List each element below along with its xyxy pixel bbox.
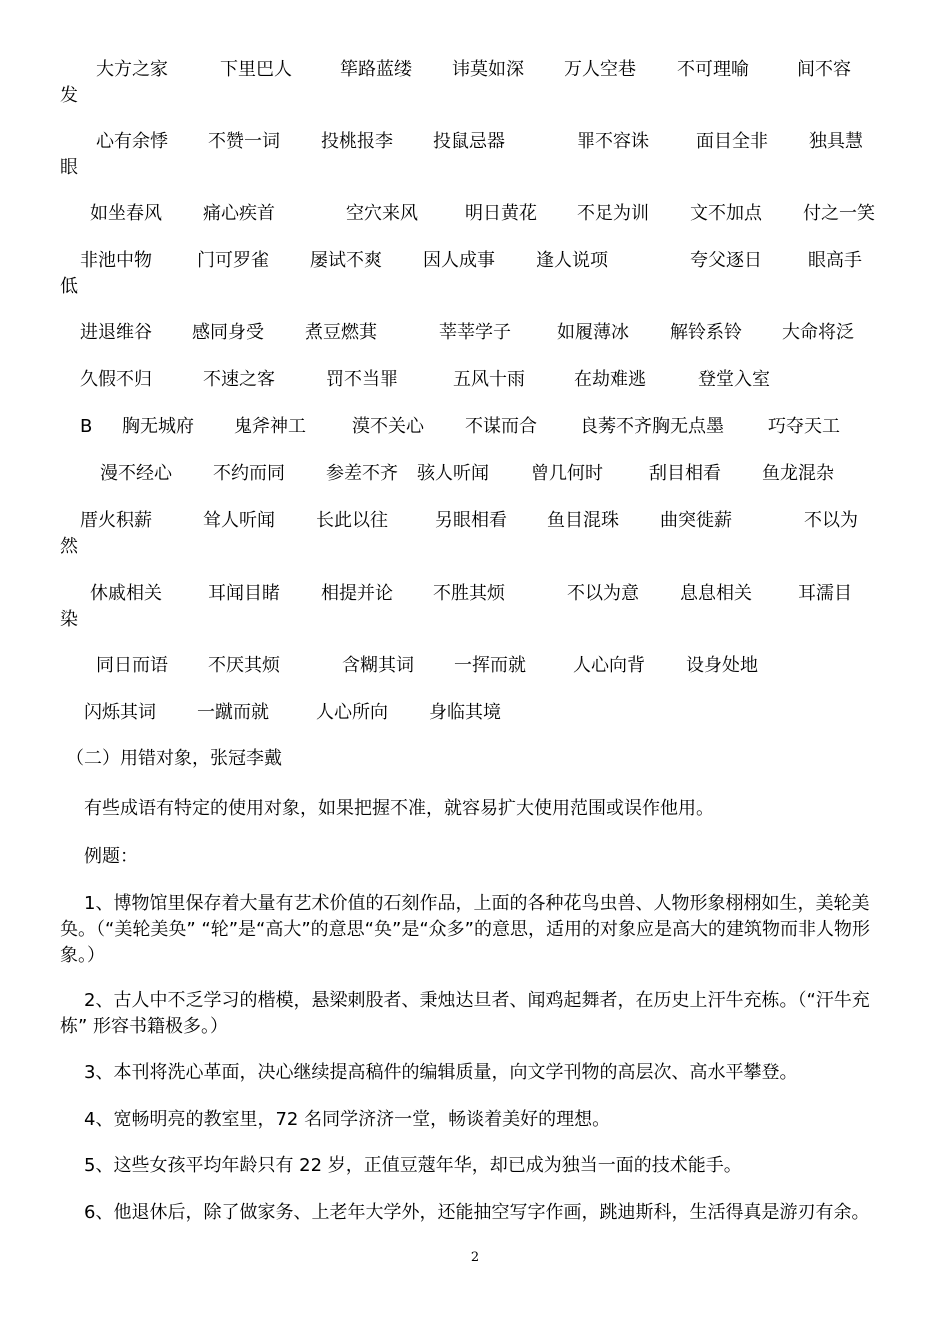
intro-paragraph: 有些成语有特定的使用对象，如果把握不准，就容易扩大使用范围或误作他用。 <box>84 798 714 819</box>
example-item: 5、这些女孩平均年龄只有 22 岁，正值豆蔻年华，却已成为独当一面的技术能手。 <box>84 1155 742 1176</box>
idiom: 万人空巷 <box>564 59 636 80</box>
idiom: 长此以往 <box>316 510 388 531</box>
idiom: 莘莘学子 <box>439 322 511 343</box>
idiom: 不速之客 <box>203 369 275 390</box>
idiom: 漫不经心 <box>100 463 172 484</box>
idiom-wrap-tail: 低 <box>60 276 78 297</box>
idiom: 投鼠忌器 <box>433 131 505 152</box>
idiom: 讳莫如深 <box>452 59 524 80</box>
idiom: 罚不当罪 <box>326 369 398 390</box>
group-label-b: B <box>80 416 93 437</box>
idiom: 空穴来风 <box>346 203 418 224</box>
idiom: 面目全非 <box>696 131 768 152</box>
idiom: 身临其境 <box>429 702 501 723</box>
idiom: 同日而语 <box>96 655 168 676</box>
idiom: 含糊其词 <box>342 655 414 676</box>
idiom: 登堂入室 <box>698 369 770 390</box>
idiom: 曲突徙薪 <box>660 510 732 531</box>
example-label: 例题： <box>84 846 138 867</box>
idiom: 投桃报李 <box>321 131 393 152</box>
idiom: 罪不容诛 <box>577 131 649 152</box>
idiom: 夸父逐日 <box>690 250 762 271</box>
idiom: 煮豆燃萁 <box>305 322 377 343</box>
idiom-wrap-tail: 发 <box>60 85 78 106</box>
example-item: 3、本刊将洗心革面，决心继续提高稿件的编辑质量，向文学刊物的高层次、高水平攀登。 <box>84 1062 798 1083</box>
idiom: 付之一笑 <box>803 203 875 224</box>
idiom: 在劫难逃 <box>574 369 646 390</box>
idiom: 久假不归 <box>80 369 152 390</box>
idiom: 不胜其烦 <box>433 583 505 604</box>
idiom: 如履薄冰 <box>557 322 629 343</box>
idiom: 心有余悸 <box>96 131 168 152</box>
idiom: 曾几何时 <box>531 463 603 484</box>
idiom: 参差不齐 <box>326 463 398 484</box>
idiom: 骇人听闻 <box>417 463 489 484</box>
idiom: 解铃系铃 <box>670 322 742 343</box>
idiom: 鱼龙混杂 <box>762 463 834 484</box>
idiom: 不以为意 <box>567 583 639 604</box>
idiom: 刮目相看 <box>649 463 721 484</box>
idiom: 不约而同 <box>213 463 285 484</box>
idiom: 不谋而合 <box>465 416 537 437</box>
idiom: 另眼相看 <box>435 510 507 531</box>
idiom-wrap-tail: 眼 <box>60 157 78 178</box>
idiom-wrap-tail: 然 <box>60 536 78 557</box>
idiom: 不赞一词 <box>208 131 280 152</box>
idiom: 明日黄花 <box>465 203 537 224</box>
idiom: 漠不关心 <box>352 416 424 437</box>
idiom: 一挥而就 <box>454 655 526 676</box>
idiom: 一蹴而就 <box>197 702 269 723</box>
idiom: 文不加点 <box>690 203 762 224</box>
idiom: 闪烁其词 <box>84 702 156 723</box>
example-item: 4、宽畅明亮的教室里，72 名同学济济一堂，畅谈着美好的理想。 <box>84 1109 611 1130</box>
idiom: 五风十雨 <box>453 369 525 390</box>
idiom: 因人成事 <box>423 250 495 271</box>
idiom: 不以为 <box>804 510 858 531</box>
idiom: 痛心疾首 <box>203 203 275 224</box>
idiom: 筚路蓝缕 <box>340 59 412 80</box>
idiom: 耳濡目 <box>798 583 852 604</box>
idiom: 大方之家 <box>96 59 168 80</box>
idiom: 不足为训 <box>577 203 649 224</box>
idiom: 设身处地 <box>686 655 758 676</box>
idiom: 逢人说项 <box>536 250 608 271</box>
idiom: 门可罗雀 <box>197 250 269 271</box>
idiom: 耳闻目睹 <box>208 583 280 604</box>
idiom: 进退维谷 <box>80 322 152 343</box>
idiom: 良莠不齐胸无点墨 <box>580 416 724 437</box>
example-item: 6、他退休后，除了做家务、上老年大学外，还能抽空写字作画，跳迪斯科，生活得真是游刃有余。 <box>84 1202 870 1223</box>
idiom: 相提并论 <box>321 583 393 604</box>
idiom: 鬼斧神工 <box>234 416 306 437</box>
section-heading: （二）用错对象，张冠李戴 <box>66 748 282 769</box>
example-item: 1、博物馆里保存着大量有艺术价值的石刻作品，上面的各种花鸟虫兽、人物形象栩栩如生，美轮美奂。（“美轮美奂” “轮”是“高大”的意思“奂”是“众多”的意思，适用的对象应是高大的建筑物而非人物形象。） <box>60 893 870 966</box>
idiom-wrap-tail: 染 <box>60 609 78 630</box>
idiom: 耸人听闻 <box>203 510 275 531</box>
idiom: 眼高手 <box>808 250 862 271</box>
idiom: 胸无城府 <box>122 416 194 437</box>
idiom: 休戚相关 <box>90 583 162 604</box>
page-number: 2 <box>470 1250 480 1265</box>
idiom: 独具慧 <box>809 131 863 152</box>
idiom: 息息相关 <box>680 583 752 604</box>
idiom: 感同身受 <box>192 322 264 343</box>
idiom: 不厌其烦 <box>208 655 280 676</box>
idiom: 间不容 <box>797 59 851 80</box>
idiom: 非池中物 <box>80 250 152 271</box>
idiom: 人心所向 <box>316 702 388 723</box>
idiom: 人心向背 <box>573 655 645 676</box>
idiom: 不可理喻 <box>677 59 749 80</box>
idiom: 鱼目混珠 <box>547 510 619 531</box>
example-item: 2、古人中不乏学习的楷模，悬梁刺股者、秉烛达旦者、闻鸡起舞者，在历史上汗牛充栋。（“汗牛充栋” 形容书籍极多。） <box>60 990 870 1037</box>
idiom: 如坐春风 <box>90 203 162 224</box>
idiom: 屡试不爽 <box>310 250 382 271</box>
idiom: 巧夺天工 <box>768 416 840 437</box>
idiom: 厝火积薪 <box>80 510 152 531</box>
idiom: 下里巴人 <box>220 59 292 80</box>
idiom: 大命将泛 <box>782 322 854 343</box>
